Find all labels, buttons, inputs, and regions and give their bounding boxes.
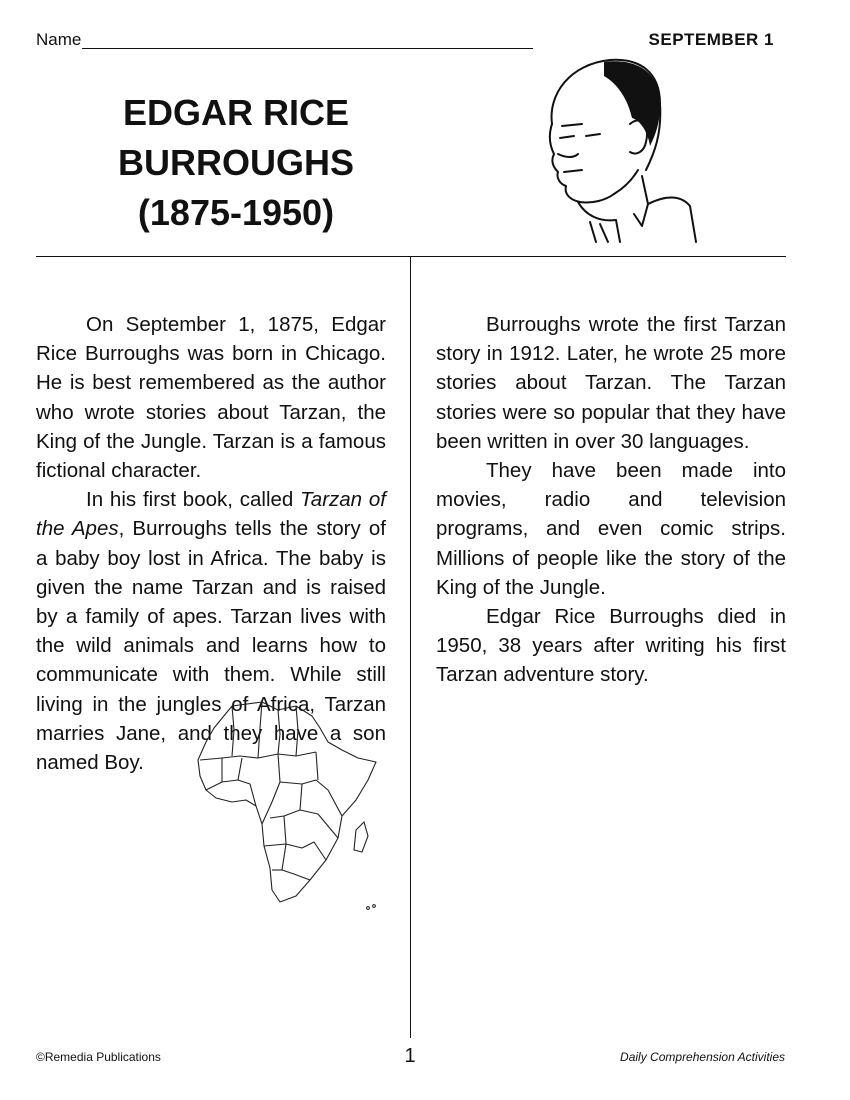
paragraph-first-tarzan-story: Burroughs wrote the first Tarzan story in 1912. Later, he wrote 25 more stories about Tarzan. The Tarzan stories were so popular that they have been written in over 30 languages. [436, 313, 786, 453]
book-title-tarzan-of-the-apes: Tarzan of the Apes [36, 488, 386, 541]
title-line-2: BURROUGHS [117, 142, 354, 183]
name-write-line [82, 48, 533, 49]
right-column [436, 310, 786, 690]
title-line-1: EDGAR RICE [122, 92, 350, 133]
paragraph-adaptations: They have been made into movies, radio and television programs, and even comic strips. Millions of people like the story of the King of the Jungle. [436, 459, 786, 599]
title-line-3: (1875-1950) [137, 192, 335, 233]
paragraph-birth: On September 1, 1875, Edgar Rice Burroughs was born in Chicago. He is best remembered as the author who wrote stories about Tarzan, the King of the Jungle. Tarzan is a famous fictional character. [36, 313, 386, 483]
page-title [86, 88, 386, 238]
footer-series: Daily Comprehension Activities [620, 1050, 785, 1064]
paragraph-first-book-start: In his first book, called [86, 488, 301, 512]
africa-map-illustration [192, 698, 387, 918]
date-heading: SEPTEMBER 1 [648, 30, 774, 49]
header-divider [36, 256, 786, 257]
name-label: Name [36, 30, 82, 49]
author-portrait-illustration [530, 54, 700, 244]
page-number: 1 [404, 1045, 416, 1067]
paragraph-first-book-end: , Burroughs tells the story of a baby boy lost in Africa. The baby is given the name Tarzan and is raised by a family of apes. Tarzan lives with the wild animals and learns how to communicate with them. While still living in the jungles of Africa, Tarzan marries Jane, and they have a son named Boy. [36, 517, 386, 775]
column-divider [410, 256, 411, 1038]
footer-publisher: ©Remedia Publications [36, 1050, 161, 1064]
paragraph-death: Edgar Rice Burroughs died in 1950, 38 years after writing his first Tarzan adventure story. [436, 605, 786, 687]
